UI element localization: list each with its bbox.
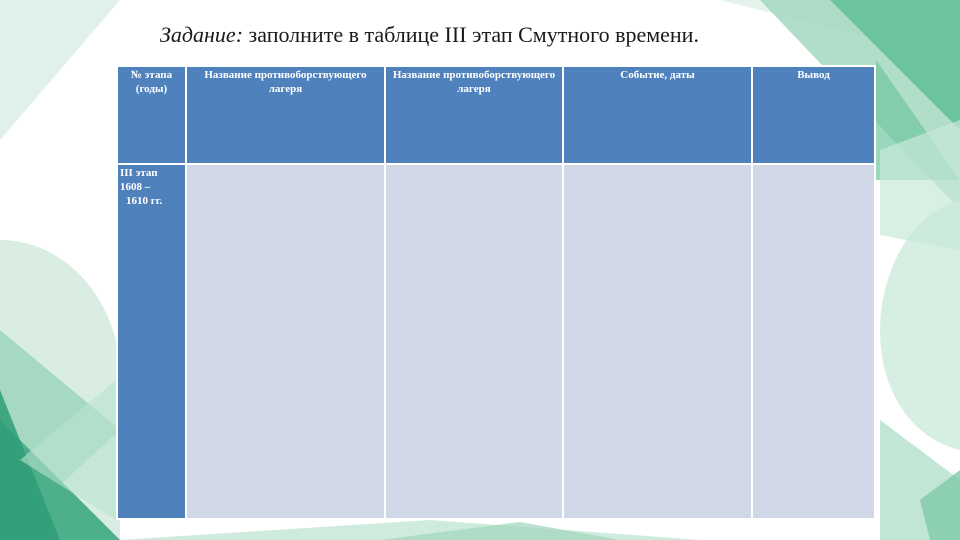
stage-year-start: 1608 – [120, 180, 151, 193]
table-body [117, 164, 875, 519]
table-row [117, 164, 875, 519]
slide-title [160, 22, 699, 48]
header-camp-1: Название противоборствующего лагеря [186, 66, 385, 164]
stage-year-end: 1610 гг. [126, 194, 163, 207]
stage-cell [117, 164, 186, 519]
header-events-dates: Событие, даты [563, 66, 752, 164]
task-instruction: заполните в таблице III этап Смутного времени. [243, 22, 699, 47]
header-row [117, 66, 875, 164]
table-header [117, 66, 875, 164]
cell-conclusion[interactable] [752, 164, 875, 519]
header-conclusion: Вывод [752, 66, 875, 164]
stage-table [116, 65, 876, 520]
task-label: Задание: [160, 22, 244, 47]
header-camp-2: Название противоборствующего лагеря [385, 66, 563, 164]
cell-events-dates[interactable] [563, 164, 752, 519]
stage-name: III этап [120, 167, 158, 179]
header-stage-years: № этапа (годы) [117, 66, 186, 164]
cell-camp-1[interactable] [186, 164, 385, 519]
cell-camp-2[interactable] [385, 164, 563, 519]
decor-left-fan [0, 0, 120, 140]
